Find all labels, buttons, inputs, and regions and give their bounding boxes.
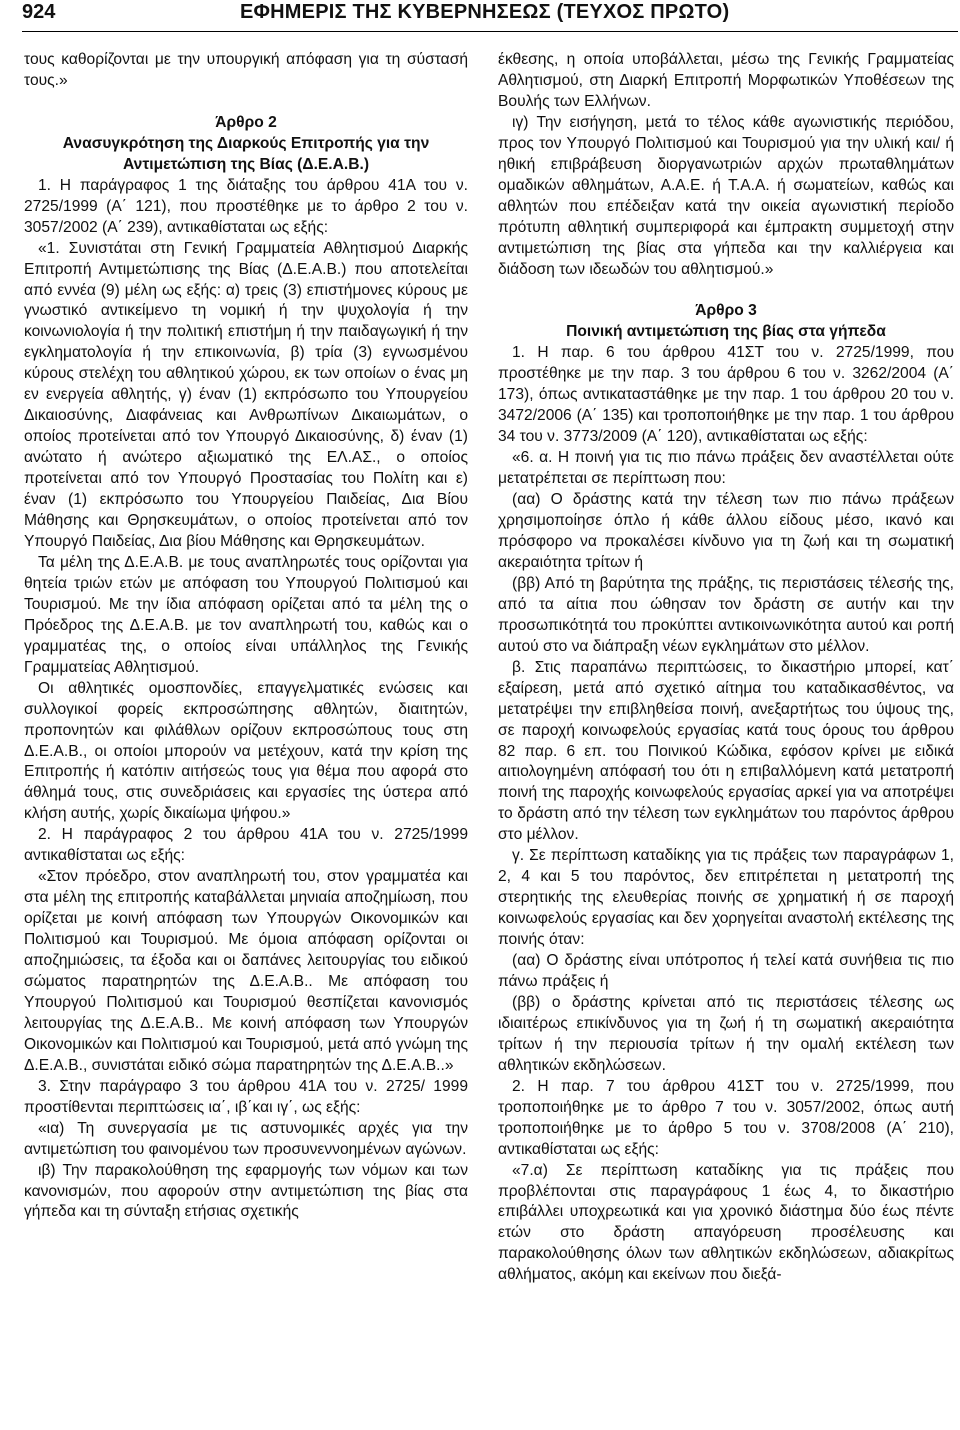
paragraph: 3. Στην παράγραφο 3 του άρθρου 41Α του ν. 2725/ 1999 προστίθενται περιπτώσεις ια΄, ιβ΄και ιγ΄, ως εξής: (24, 1077, 468, 1116)
running-title: ΕΦΗΜΕΡΙΣ ΤΗΣ ΚΥΒΕΡΝΗΣΕΩΣ (ΤΕΥΧΟΣ ΠΡΩΤΟ) (240, 1, 730, 23)
paragraph: «ια) Τη συνεργασία με τις αστυνομικές αρχές για την αντιμετώπιση του φαινομένου των προσυνεννοημένων αγώνων. (24, 1119, 468, 1158)
right-column (498, 50, 954, 1286)
paragraph: β. Στις παραπάνω περιπτώσεις, το δικαστήριο μπορεί, κατ΄ εξαίρεση, μετά από σχετικό αίτημα του καταδικασθέντος, να μετατρέψει την επιβληθείσα ποινή, ανεξαρτήτως του ύψους της, σε παροχή κοινωφελούς εργασίας κατά τους όρους του άρθρου 82 παρ. 6 επ. του Ποινικού Κώδικα, εφόσον κρίνει με ειδικά αιτιολογημένη απόφασή του ότι η επιβαλλόμενη κατά μετατροπή ποινή της παροχής κοινωφελούς εργασίας αρκεί για να αποτρέψει το δράστη από την τέλεση των εγκλημάτων του παρόντος άρθρου στο μέλλον. (498, 658, 954, 844)
paragraph: γ. Σε περίπτωση καταδίκης για τις πράξεις των παραγράφων 1, 2, 4 και 5 του παρόντος, δεν επιτρέπεται η μετατροπή της στερητικής της ελευθερίας ποινής σε χρηματική ή σε παροχή κοινωφελούς εργασίας και δεν χορηγείται αναστολή εκτέλεσης της ποινής όταν: (498, 847, 954, 949)
paragraph: «6. α. Η ποινή για τις πιο πάνω πράξεις δεν αναστέλλεται ούτε μετατρέπεται σε περίπτωση που: (498, 449, 954, 488)
paragraph: Τα μέλη της Δ.Ε.Α.Β. με τους αναπληρωτές τους ορίζονται για θητεία τριών ετών με απόφαση του Υπουργού Πολιτισμού και Τουρισμού. Με την ίδια απόφαση ορίζεται από τα μέλη της ο Πρόεδρος της Δ.Ε.Α.Β. με τον αναπληρωτή του, καθώς και ο γραμματέας της, ο οποίος είναι υπάλληλος της Γενικής Γραμματείας Αθλητισμού. (24, 553, 468, 676)
paragraph: έκθεσης, η οποία υποβάλλεται, μέσω της Γενικής Γραμματείας Αθλητισμού, στη Διαρκή Επιτροπή Μορφωτικών Υποθέσεων της Βουλής των Ελλήνων. (498, 51, 954, 110)
paragraph: 2. Η παράγραφος 2 του άρθρου 41Α του ν. 2725/1999 αντικαθίσταται ως εξής: (24, 826, 468, 865)
page-number: 924 (22, 1, 56, 23)
paragraph: «7.α) Σε περίπτωση καταδίκης για τις πράξεις που προβλέπονται στις παραγράφους 1 έως 4, το δικαστήριο επιβάλλει υποχρεωτικά και για χρονικό διάστημα δύο έως πέντε ετών στο δράστη απαγόρευση προσέλευσης και παρακολούθησης όλων των αθλητικών εκδηλώσεων, αδιακρίτως αθλήματος, ακόμη και εκείνων που διεξά- (498, 1161, 954, 1284)
article-title: Ανασυγκρότηση της Διαρκούς Επιτροπής για την Αντιμετώπιση της Βίας (Δ.Ε.Α.Β.) (62, 134, 430, 173)
paragraph: ιγ) Την εισήγηση, μετά το τέλος κάθε αγωνιστικής περιόδου, προς τον Υπουργό Πολιτισμού και Τουρισμού για την υλική και/ ή ηθική επιβράβευση διοργανωτριών αρχών πρωταθλημάτων ομαδικών αθλημάτων, Α.Α.Ε. ή Τ.Α.Α. ή σωματείων, καθώς και αθλητών που επέδειξαν κατά την οικεία αγωνιστική περίοδο πρότυπη αθλητική συμπεριφορά και έμπρακτη συμμετοχή στην αντιμετώπιση της βίας στα γήπεδα και την καλλιέργεια και διάδοση των ιδεωδών του αθλητισμού.» (498, 113, 954, 278)
spacer (498, 280, 954, 301)
paragraph: 2. Η παρ. 7 του άρθρου 41ΣΤ του ν. 2725/1999, που τροποποιήθηκε με το άρθρο 7 του ν. 3057/2002, όπως αυτή τροποποιήθηκε με το άρθρο 5 του ν. 3708/2008 (Α΄ 210), αντικαθίσταται ως εξής: (498, 1077, 954, 1158)
left-column (24, 50, 468, 1223)
article-title: Ποινική αντιμετώπιση της βίας στα γήπεδα (566, 323, 886, 341)
article-heading: Άρθρο 3 (695, 302, 757, 320)
paragraph: (ββ) ο δράστης κρίνεται από τις περιστάσεις τέλεσης ως ιδιαιτέρως επικίνδυνος για τη ζωή ή τη σωματική ακεραιότητα τρίτων ή την περιουσία τρίτων ή την ομαλή εκτέλεση των αθλητικών εκδηλώσεων. (498, 993, 954, 1074)
paragraph: «Στον πρόεδρο, στον αναπληρωτή του, στον γραμματέα και στα μέλη της επιτροπής καταβάλλεται μηνιαία αποζημίωση, που ορίζεται με κοινή απόφαση των Υπουργών Οικονομικών και Πολιτισμού και Τουρισμού. Με όμοια απόφαση ορίζονται οι αποζημιώσεις, τα έξοδα και οι δαπάνες λειτουργίας του ειδικού σώματος παρατηρητών της Δ.Ε.Α.Β.. Με απόφαση του Υπουργού Πολιτισμού και Τουρισμού θεσπίζεται κανονισμός λειτουργίας της Δ.Ε.Α.Β.. Με κοινή απόφαση των Υπουργών Οικονομικών και Πολιτισμού και Τουρισμού, μετά από γνώμη της Δ.Ε.Α.Β., συνιστάται ειδικό σώμα παρατηρητών της Δ.Ε.Α.Β..» (24, 868, 468, 1074)
paragraph: (ββ) Από τη βαρύτητα της πράξης, τις περιστάσεις τέλεσής της, από τα αίτια που ώθησαν τον δράστη σε αυτήν και την προσωπικότητά του προκύπτει αντικοινωνικότητα αυτού και ροπή αυτού στο να διάπραξη νέων εγκλημάτων στο μέλλον. (498, 574, 954, 655)
paragraph: 1. Η παράγραφος 1 της διάταξης του άρθρου 41Α του ν. 2725/1999 (Α΄ 121), που προστέθηκε με το άρθρο 2 του ν. 3057/2002 (Α΄ 239), αντικαθίσταται ως εξής: (24, 176, 468, 236)
paragraph: (αα) Ο δράστης είναι υπότροπος ή τελεί κατά συνήθεια τις πιο πάνω πράξεις ή (498, 952, 954, 990)
paragraph: τους καθορίζονται με την υπουργική απόφαση για τη σύστασή τους.» (24, 51, 468, 89)
paragraph: ιβ) Την παρακολούθηση της εφαρμογής των νόμων και των κανονισμών, που αφορούν στην αντιμετώπιση της βίας στα γήπεδα και τη σύνταξη ετήσιας σχετικής (24, 1161, 468, 1221)
article-heading: Άρθρο 2 (215, 113, 277, 131)
spacer (24, 92, 468, 113)
paragraph: Οι αθλητικές ομοσπονδίες, επαγγελματικές ενώσεις και συλλογικοί φορείς εκπροσώπησης αθλητών, διαιτητών, προπονητών και φιλάθλων ορίζουν εκπροσώπους τους στη Δ.Ε.Α.Β., οι οποίοι μπορούν να μετέχουν, κατά την κρίση της Επιτροπής ή κατόπιν αιτήσεώς τους για θέμα που αφορά στο άθλημά τους, στις συνεδριάσεις και εργασίες της ύστερα από κλήση αυτής, χωρίς δικαίωμα ψήφου.» (24, 679, 468, 823)
header-rule (22, 31, 958, 32)
page-header (0, 0, 960, 32)
paragraph: 1. Η παρ. 6 του άρθρου 41ΣΤ του ν. 2725/1999, που προστέθηκε με την παρ. 3 του άρθρου 6 του ν. 3262/2004 (Α΄ 173), όπως αντικαταστάθηκε με την παρ. 1 του άρθρου 20 του ν. 3472/2006 (Α΄ 135) και τροποποιήθηκε με την παρ. 1 του άρθρου 34 του ν. 3773/2009 (Α΄ 120), αντικαθίσταται ως εξής: (498, 344, 954, 446)
paragraph: «1. Συνιστάται στη Γενική Γραμματεία Αθλητισμού Διαρκής Επιτροπή Αντιμετώπισης της Βίας (Δ.Ε.Α.Β.) που αποτελείται από εννέα (9) μέλη ως εξής: α) τρεις (3) επιστήμονες κύρους με γνωστικό αντικείμενο τη νομική ή την ψυχολογία ή την κοινωνιολογία ή την πολιτική επιστήμη ή την παιδαγωγική ή την εγκληματολογία ή την επικοινωνία, β) τρία (3) εγνωσμένου κύρους στελέχη του αθλητικού χώρου, εκ των οποίων ο ένας μη εν ενεργεία αθλητής, γ) έναν (1) εκπρόσωπο του Υπουργείου Δικαιοσύνης, Διαφάνειας και Ανθρωπίνων Δικαιωμάτων, ο οποίος προτείνεται από τον Υπουργό Δικαιοσύνης, δ) έναν (1) ανώτατο ή ανώτερο αξιωματικό της ΕΛ.ΑΣ., ο οποίος προτείνεται από τον Υπουργό Προστασίας του Πολίτη και ε) έναν (1) εκπρόσωπο του Υπουργείου Παιδείας, Δια Βίου Μάθησης και Θρησκευμάτων, ο οποίος προτείνεται από τον Υπουργό Παιδείας, Δια βίου Μάθησης και Θρησκευμάτων. (24, 239, 468, 550)
paragraph: (αα) Ο δράστης κατά την τέλεση των πιο πάνω πράξεων χρησιμοποίησε όπλο ή κάθε άλλου είδους μέσο, ικανό και πρόσφορο να προκαλέσει κίνδυνο για τη ζωή και τη σωματική ακεραιότητα τρίτων ή (498, 491, 954, 571)
